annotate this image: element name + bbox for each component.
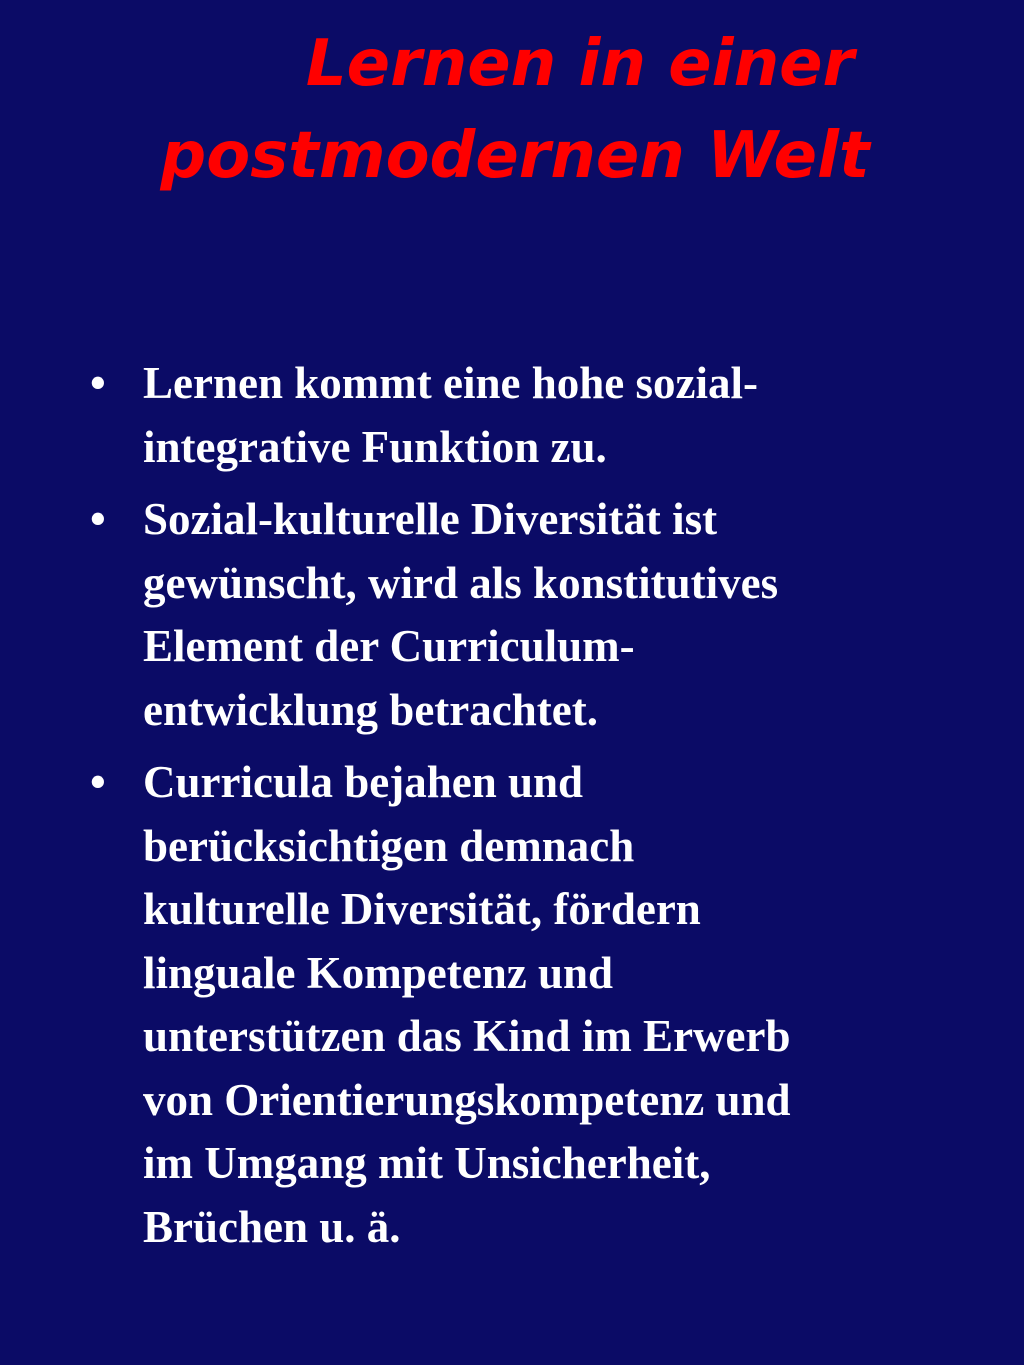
bullet-line: Brüchen u. ä.	[143, 1201, 401, 1252]
bullet-list	[0, 352, 1024, 1268]
bullet-line: integrative Funktion zu.	[143, 421, 607, 472]
bullet-item	[0, 751, 1024, 1259]
bullet-line: Element der Curriculum-	[143, 621, 635, 671]
bullet-text	[143, 751, 944, 1259]
bullet-line: Lernen kommt eine hohe sozial-	[143, 358, 758, 408]
bullet-line: gewünscht, wird als konstitutives	[143, 557, 779, 608]
bullet-line: Sozial-kulturelle Diversität ist	[143, 494, 718, 544]
bullet-line: von Orientierungskompetenz und	[143, 1074, 791, 1125]
bullet-line: berücksichtigen demnach	[143, 820, 635, 871]
bullet-marker: •	[90, 358, 106, 408]
slide-title	[60, 18, 970, 202]
bullet-text	[143, 488, 944, 742]
title-line: postmodernen Welt	[160, 119, 870, 193]
bullet-line: linguale Kompetenz und	[143, 947, 614, 998]
bullet-item	[0, 488, 1024, 742]
title-line: Lernen in einer	[305, 27, 855, 101]
bullet-item	[0, 352, 1024, 479]
bullet-line: kulturelle Diversität, fördern	[143, 884, 701, 934]
bullet-line: im Umgang mit Unsicherheit,	[143, 1138, 711, 1188]
bullet-marker: •	[90, 757, 106, 807]
bullet-line: unterstützen das Kind im Erwerb	[143, 1011, 791, 1061]
bullet-line: Curricula bejahen und	[143, 757, 584, 807]
bullet-marker: •	[90, 494, 106, 544]
bullet-text	[143, 352, 944, 479]
bullet-line: entwicklung betrachtet.	[143, 684, 598, 735]
